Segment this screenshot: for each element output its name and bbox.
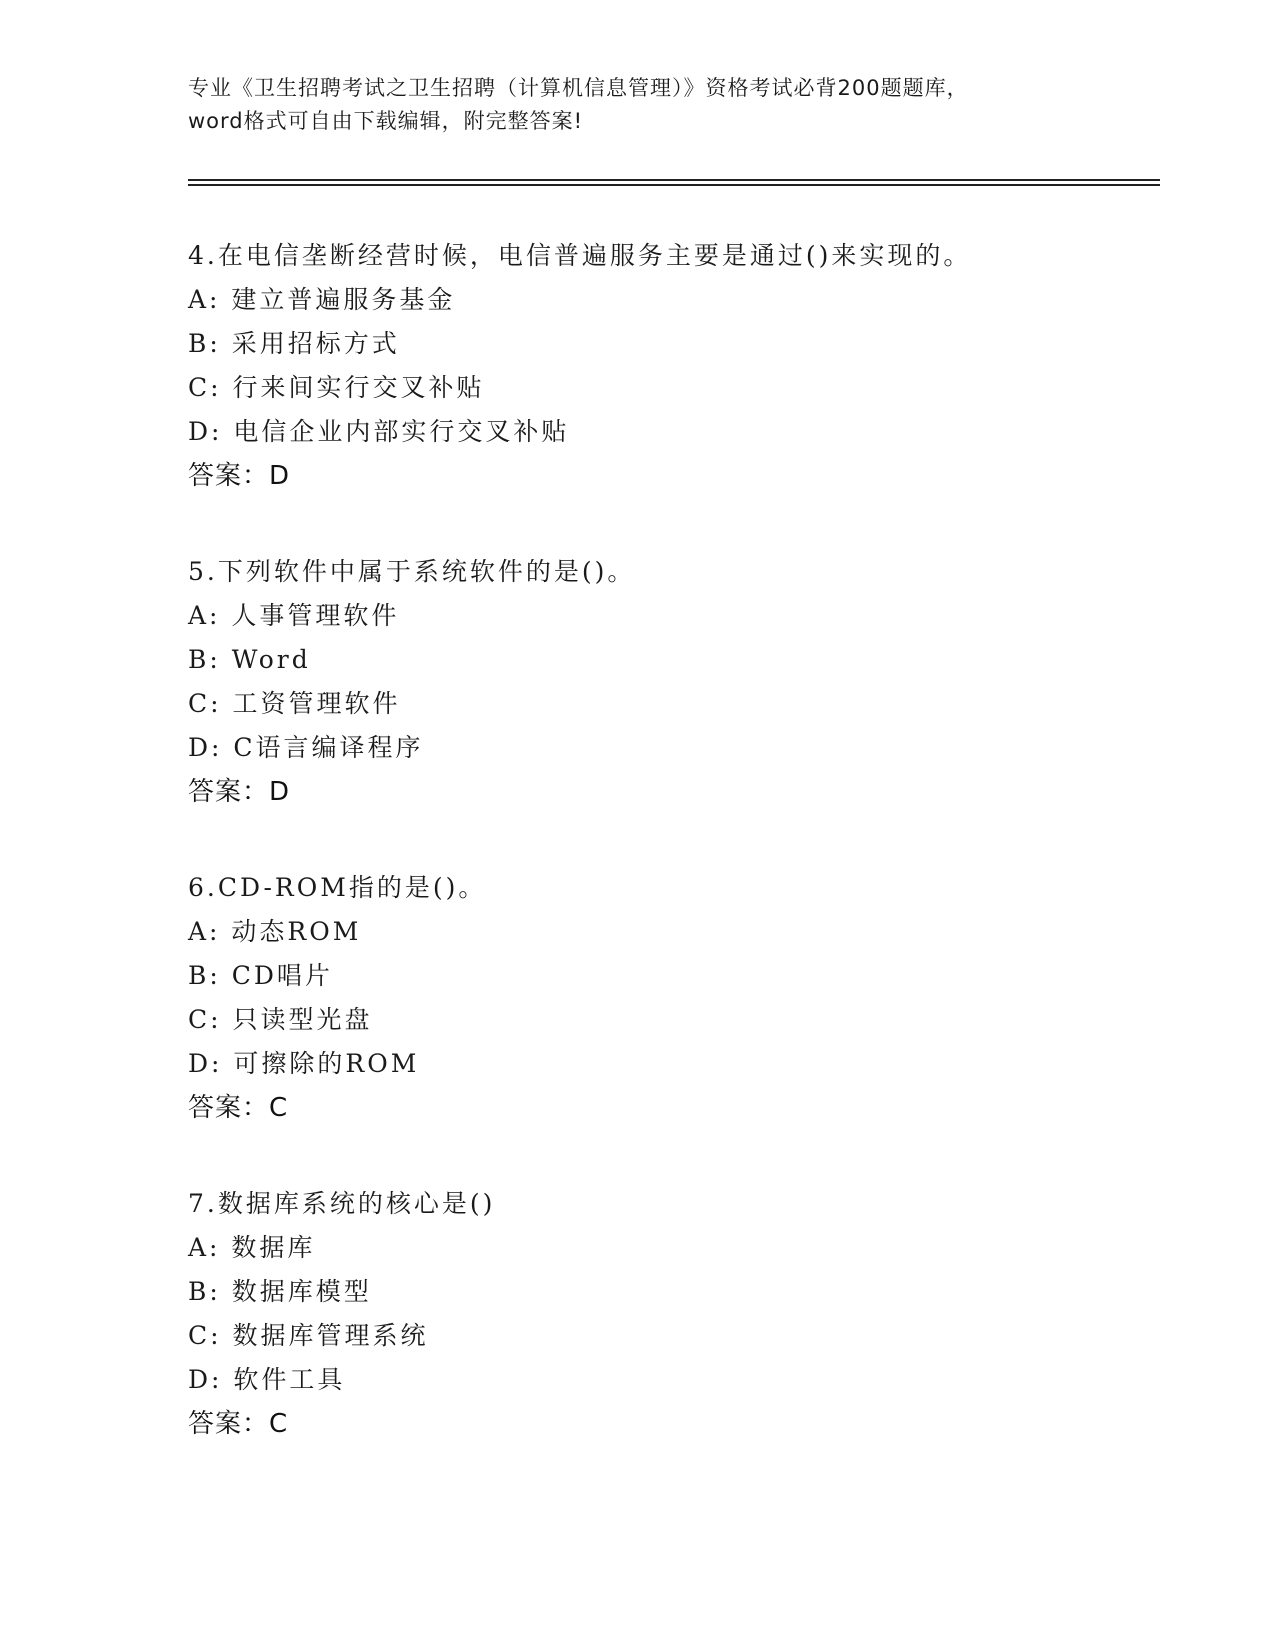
option-c: C: 工资管理软件 [188, 689, 401, 718]
option-a: A: 建立普遍服务基金 [188, 285, 456, 314]
option-a: A: 数据库 [188, 1233, 316, 1262]
answer-label: 答案：C [188, 1409, 289, 1439]
option-b: B: 采用招标方式 [188, 329, 400, 358]
answer-label: 答案：D [188, 777, 291, 807]
option-d: D: 软件工具 [188, 1365, 346, 1394]
option-d: D: C语言编译程序 [188, 733, 424, 762]
question-stem: 7.数据库系统的核心是() [188, 1189, 496, 1218]
question-stem: 5.下列软件中属于系统软件的是()。 [188, 557, 636, 586]
header-divider-top [188, 179, 1160, 181]
option-c: C: 数据库管理系统 [188, 1321, 429, 1350]
answer-label: 答案：D [188, 461, 291, 491]
header-line-1: 专业《卫生招聘考试之卫生招聘（计算机信息管理）》资格考试必背200题题库， [188, 76, 969, 100]
question-stem: 4.在电信垄断经营时候，电信普遍服务主要是通过()来实现的。 [188, 241, 972, 270]
header-divider-bottom [188, 184, 1160, 186]
option-a: A: 人事管理软件 [188, 601, 400, 630]
question-stem: 6.CD-ROM指的是()。 [188, 873, 487, 902]
option-b: B: 数据库模型 [188, 1277, 372, 1306]
option-d: D: 可擦除的ROM [188, 1049, 420, 1078]
option-a: A: 动态ROM [188, 917, 362, 946]
option-b: B: CD唱片 [188, 961, 333, 990]
option-d: D: 电信企业内部实行交叉补贴 [188, 417, 570, 446]
option-c: C: 只读型光盘 [188, 1005, 373, 1034]
answer-label: 答案：C [188, 1093, 289, 1123]
option-c: C: 行来间实行交叉补贴 [188, 373, 485, 402]
document-header [188, 72, 1088, 138]
option-b: B: Word [188, 645, 311, 674]
header-line-2: word格式可自由下载编辑，附完整答案! [188, 109, 584, 133]
